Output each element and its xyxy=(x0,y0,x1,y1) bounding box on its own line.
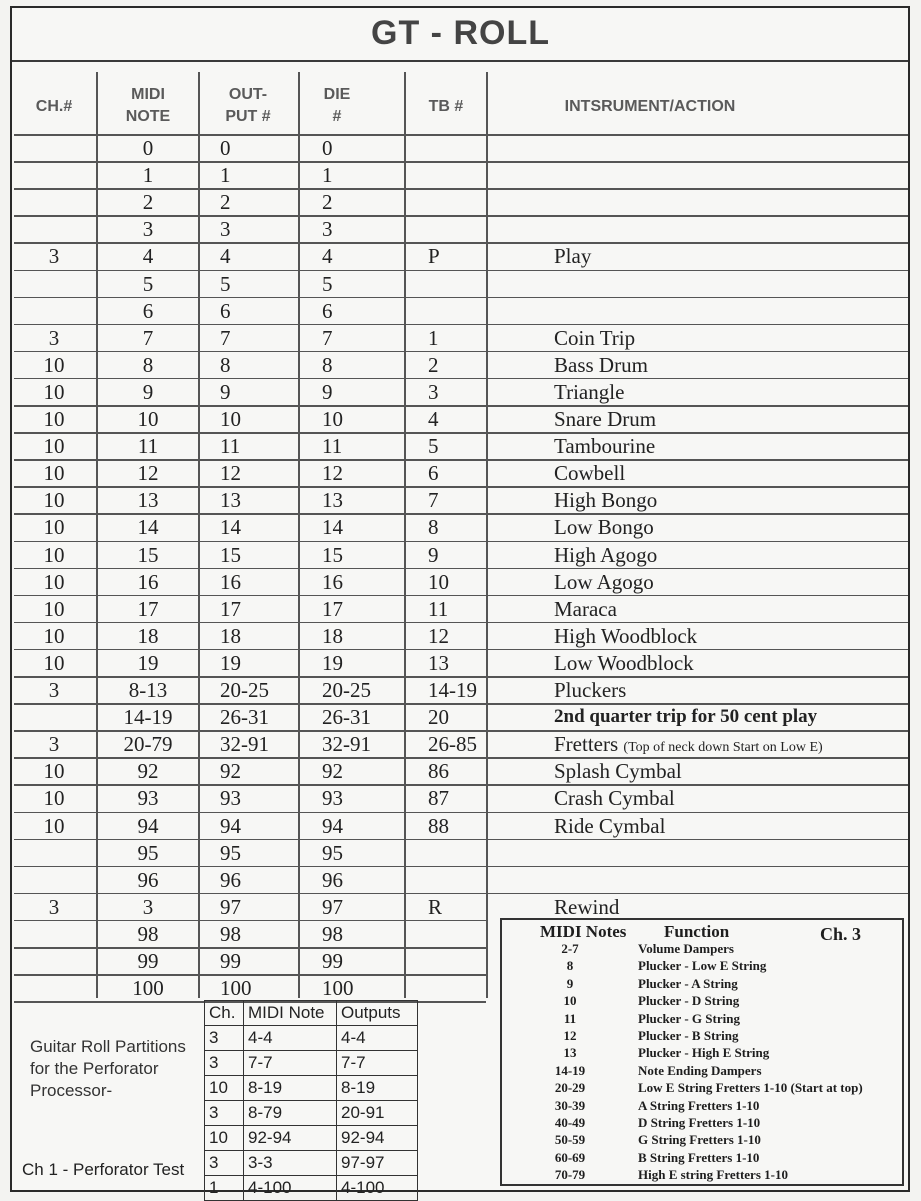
function-description: Low E String Fretters 1-10 (Start at top) xyxy=(638,1080,863,1096)
row-instrument xyxy=(554,596,617,622)
row-channel: 10 xyxy=(43,759,65,784)
row-channel: 3 xyxy=(48,678,60,702)
row-output: 96 xyxy=(220,867,241,892)
row-instrument-label: Triangle xyxy=(554,379,625,404)
row-output: 26-31 xyxy=(220,705,269,730)
row-tb: 14-19 xyxy=(428,678,477,702)
row-die: 4 xyxy=(322,244,333,269)
row-output: 19 xyxy=(220,650,241,675)
function-row xyxy=(502,1114,902,1131)
row-tb: 86 xyxy=(428,759,449,784)
row-die: 0 xyxy=(322,136,333,160)
partitions-cell-ch: 3 xyxy=(205,1051,244,1076)
partitions-body xyxy=(205,1026,418,1201)
row-instrument xyxy=(554,487,657,513)
row-instrument-label: Low Woodblock xyxy=(554,650,694,675)
partitions-cell-outputs: 7-7 xyxy=(337,1051,418,1076)
function-row xyxy=(502,1166,902,1183)
row-tb: 2 xyxy=(428,352,439,377)
row-midi-note: 8-13 xyxy=(128,678,168,702)
function-row xyxy=(502,1027,902,1044)
row-instrument-label: Play xyxy=(554,244,592,269)
row-midi-note: 99 xyxy=(137,949,159,973)
row-midi-note: 18 xyxy=(137,623,159,648)
row-midi-note: 0 xyxy=(142,136,154,160)
row-midi-note: 8 xyxy=(142,352,154,377)
row-instrument-label: Coin Trip xyxy=(554,325,636,350)
row-tb: 87 xyxy=(428,786,449,811)
row-instrument-label: 2nd quarter trip for 50 cent play xyxy=(554,706,818,728)
function-row xyxy=(502,1149,902,1166)
header-midi-line2: NOTE xyxy=(125,108,171,125)
row-die: 12 xyxy=(322,461,343,486)
row-channel: 10 xyxy=(43,461,65,486)
row-channel: 10 xyxy=(43,434,65,459)
row-instrument-label: Low Bongo xyxy=(554,515,654,540)
function-row xyxy=(502,1010,902,1027)
row-instrument xyxy=(554,460,625,486)
row-midi-note: 19 xyxy=(137,650,159,675)
row-channel: 3 xyxy=(48,244,60,269)
header-output-line2: PUT # xyxy=(225,108,271,125)
function-description: Volume Dampers xyxy=(638,941,734,956)
partitions-row xyxy=(205,1126,418,1151)
row-channel: 10 xyxy=(43,786,65,811)
row-output: 16 xyxy=(220,569,241,594)
title-divider xyxy=(12,60,908,62)
row-instrument-label: Rewind xyxy=(554,894,620,919)
row-tb: 26-85 xyxy=(428,732,477,757)
row-midi-note: 12 xyxy=(137,461,159,486)
function-description: B String Fretters 1-10 xyxy=(638,1149,760,1165)
row-instrument-label: Low Agogo xyxy=(554,569,654,594)
row-midi-note: 100 xyxy=(132,976,164,1001)
function-midi-range: 9 xyxy=(566,975,574,991)
row-channel: 3 xyxy=(48,894,60,919)
row-die: 6 xyxy=(322,298,333,323)
row-output: 94 xyxy=(220,813,241,838)
partitions-cell-ch: 3 xyxy=(205,1026,244,1051)
row-output: 0 xyxy=(220,136,231,160)
row-output: 98 xyxy=(220,921,241,946)
partitions-cell-midi: 8-19 xyxy=(244,1076,337,1101)
row-output: 15 xyxy=(220,542,241,567)
function-header-function: Function xyxy=(664,922,730,941)
partitions-header-midi: MIDI Note xyxy=(244,1001,337,1026)
row-die: 94 xyxy=(322,813,343,838)
row-instrument-label: Crash Cymbal xyxy=(554,786,675,811)
row-instrument-label: High Bongo xyxy=(554,488,658,513)
row-instrument-label: Bass Drum xyxy=(554,352,648,377)
row-midi-note: 95 xyxy=(137,840,159,865)
row-output: 14 xyxy=(220,515,241,540)
function-channel: Ch. 3 xyxy=(820,924,862,944)
partitions-label-line3: Processor- xyxy=(30,1081,113,1100)
function-header-notes: MIDI Notes xyxy=(540,922,627,941)
row-die: 10 xyxy=(322,407,343,431)
function-midi-range: 70-79 xyxy=(554,1167,586,1183)
row-midi-note: 16 xyxy=(137,569,159,594)
function-row xyxy=(502,1062,902,1079)
row-instrument-label: Cowbell xyxy=(554,461,626,486)
function-midi-range: 20-29 xyxy=(554,1080,586,1096)
function-row xyxy=(502,940,902,957)
row-midi-note: 20-79 xyxy=(123,732,173,757)
row-output: 9 xyxy=(220,379,231,404)
function-description: D String Fretters 1-10 xyxy=(638,1115,761,1130)
partitions-row xyxy=(205,1176,418,1201)
row-instrument xyxy=(554,894,619,920)
row-die: 5 xyxy=(322,271,333,296)
row-midi-note: 94 xyxy=(137,813,159,838)
row-channel: 10 xyxy=(43,407,65,431)
row-instrument xyxy=(554,623,697,649)
row-output: 3 xyxy=(220,217,231,242)
row-instrument-note: (Top of neck down Start on Low E) xyxy=(623,740,823,756)
row-tb: 7 xyxy=(428,488,439,513)
row-instrument xyxy=(554,785,675,811)
row-channel: 10 xyxy=(43,813,65,838)
grid-col-line xyxy=(198,72,200,998)
row-tb: 3 xyxy=(428,379,439,404)
row-die: 98 xyxy=(322,921,343,946)
function-description: Plucker - A String xyxy=(638,975,738,991)
row-tb: 88 xyxy=(428,813,449,838)
row-tb: R xyxy=(428,894,443,919)
row-channel: 10 xyxy=(43,542,65,567)
row-instrument-label: Ride Cymbal xyxy=(554,813,666,838)
row-output: 93 xyxy=(220,786,241,811)
row-channel: 10 xyxy=(43,623,65,648)
row-midi-note: 92 xyxy=(137,759,159,784)
row-instrument xyxy=(554,379,624,405)
perforator-test-label: Ch 1 - Perforator Test xyxy=(22,1160,185,1179)
row-tb: P xyxy=(428,244,440,269)
function-description: Plucker - High E String xyxy=(638,1045,770,1061)
partitions-row xyxy=(205,1101,418,1126)
partitions-label-line2: for the Perforator xyxy=(30,1059,159,1078)
header-channel: CH.# xyxy=(35,98,73,115)
function-description: Plucker - B String xyxy=(638,1028,739,1043)
row-die: 13 xyxy=(322,488,343,513)
partitions-header-row xyxy=(205,1001,418,1026)
row-output: 97 xyxy=(220,894,241,919)
partitions-cell-midi: 3-3 xyxy=(244,1151,337,1176)
partitions-cell-midi: 4-100 xyxy=(244,1176,337,1201)
row-midi-note: 2 xyxy=(142,190,154,215)
grid-col-line xyxy=(96,72,98,998)
function-midi-range: 10 xyxy=(563,993,577,1009)
row-tb: 12 xyxy=(428,623,449,648)
row-midi-note: 7 xyxy=(142,325,154,350)
row-tb: 9 xyxy=(428,542,439,567)
row-output: 4 xyxy=(220,244,231,269)
row-output: 12 xyxy=(220,461,241,486)
row-instrument xyxy=(554,243,591,269)
function-row xyxy=(502,975,902,992)
row-instrument xyxy=(554,650,694,676)
row-die: 26-31 xyxy=(322,705,371,730)
row-channel: 10 xyxy=(43,515,65,540)
row-output: 20-25 xyxy=(220,678,269,702)
row-die: 3 xyxy=(322,217,333,242)
row-die: 9 xyxy=(322,379,333,404)
partitions-label-line1: Guitar Roll Partitions xyxy=(30,1037,186,1056)
row-midi-note: 5 xyxy=(142,271,154,296)
grid-row-line xyxy=(14,920,486,922)
row-die: 1 xyxy=(322,163,333,188)
row-midi-note: 1 xyxy=(142,163,154,188)
row-output: 8 xyxy=(220,352,231,377)
partitions-row xyxy=(205,1026,418,1051)
function-midi-range: 13 xyxy=(563,1045,577,1061)
row-die: 32-91 xyxy=(322,732,371,757)
row-tb: 13 xyxy=(428,650,449,675)
row-instrument-label: Maraca xyxy=(554,596,617,621)
row-die: 93 xyxy=(322,786,343,811)
function-midi-range: 11 xyxy=(563,1010,577,1026)
function-row xyxy=(502,1044,902,1061)
row-midi-note: 96 xyxy=(137,867,159,892)
row-instrument xyxy=(554,569,654,595)
row-instrument-label: Fretters xyxy=(554,732,619,757)
row-output: 2 xyxy=(220,190,231,215)
row-instrument xyxy=(554,542,657,568)
row-die: 14 xyxy=(322,515,343,540)
row-instrument-label: High Woodblock xyxy=(554,623,698,648)
header-output xyxy=(200,84,296,128)
row-midi-note: 4 xyxy=(142,244,154,269)
row-midi-note: 10 xyxy=(137,407,159,431)
row-output: 32-91 xyxy=(220,732,269,757)
function-midi-range: 8 xyxy=(566,958,574,974)
function-midi-range: 14-19 xyxy=(554,1062,586,1078)
row-output: 6 xyxy=(220,298,231,323)
row-die: 16 xyxy=(322,569,343,594)
row-tb: 10 xyxy=(428,569,449,594)
function-row xyxy=(502,992,902,1009)
row-midi-note: 98 xyxy=(137,921,159,946)
row-die: 19 xyxy=(322,650,343,675)
function-description: Plucker - G String xyxy=(638,1010,740,1026)
function-description: Plucker - D String xyxy=(638,993,740,1009)
row-midi-note: 9 xyxy=(142,379,154,404)
row-tb: 5 xyxy=(428,434,439,459)
row-output: 10 xyxy=(220,407,241,431)
row-instrument-label: Pluckers xyxy=(554,678,627,702)
row-channel: 3 xyxy=(48,732,60,757)
row-die: 15 xyxy=(322,542,343,567)
row-midi-note: 93 xyxy=(137,786,159,811)
row-instrument xyxy=(554,704,817,730)
grid-row-line xyxy=(14,947,486,949)
row-die: 2 xyxy=(322,190,333,215)
function-midi-range: 60-69 xyxy=(554,1149,586,1165)
partitions-cell-ch: 10 xyxy=(205,1126,244,1151)
partitions-header-ch: Ch. xyxy=(205,1001,244,1026)
header-die-line2: # xyxy=(332,108,342,125)
partitions-cell-midi: 7-7 xyxy=(244,1051,337,1076)
function-description: Note Ending Dampers xyxy=(638,1062,762,1078)
row-output: 99 xyxy=(220,949,241,973)
function-description: High E string Fretters 1-10 xyxy=(638,1167,788,1183)
row-instrument-label: Tambourine xyxy=(554,434,656,459)
row-instrument xyxy=(554,677,626,703)
page-title: GT - ROLL xyxy=(371,14,550,52)
row-die: 97 xyxy=(322,894,343,919)
row-instrument xyxy=(554,514,654,540)
function-description: A String Fretters 1-10 xyxy=(638,1097,760,1113)
row-output: 17 xyxy=(220,596,241,621)
partitions-label xyxy=(30,1036,186,1102)
row-die: 7 xyxy=(322,325,333,350)
row-channel: 10 xyxy=(43,569,65,594)
row-channel: 10 xyxy=(43,650,65,675)
partitions-cell-ch: 10 xyxy=(205,1076,244,1101)
row-channel: 10 xyxy=(43,352,65,377)
header-output-line1: OUT- xyxy=(228,86,268,103)
row-output: 18 xyxy=(220,623,241,648)
partitions-cell-ch: 3 xyxy=(205,1151,244,1176)
row-midi-note: 3 xyxy=(142,894,154,919)
row-midi-note: 14-19 xyxy=(123,705,173,730)
partitions-cell-midi: 8-79 xyxy=(244,1101,337,1126)
row-instrument-label: Snare Drum xyxy=(554,407,657,431)
row-instrument xyxy=(554,325,635,351)
partitions-row xyxy=(205,1051,418,1076)
row-die: 100 xyxy=(322,976,354,1001)
row-tb: 1 xyxy=(428,325,439,350)
partitions-cell-outputs: 4-100 xyxy=(337,1176,418,1201)
function-row xyxy=(502,957,902,974)
header-midi-line1: MIDI xyxy=(131,86,165,103)
row-midi-note: 3 xyxy=(142,217,154,242)
row-midi-note: 17 xyxy=(137,596,159,621)
row-channel: 3 xyxy=(48,325,60,350)
function-midi-range: 50-59 xyxy=(554,1132,586,1148)
row-instrument xyxy=(554,433,655,459)
row-die: 11 xyxy=(322,434,343,459)
partitions-cell-outputs: 97-97 xyxy=(337,1151,418,1176)
function-midi-range: 40-49 xyxy=(554,1115,586,1130)
row-channel: 10 xyxy=(43,596,65,621)
function-description: G String Fretters 1-10 xyxy=(638,1132,761,1148)
row-die: 17 xyxy=(322,596,343,621)
partitions-table xyxy=(204,1000,418,1201)
partitions-cell-midi: 4-4 xyxy=(244,1026,337,1051)
header-tb: TB # xyxy=(428,98,464,115)
partitions-cell-outputs: 8-19 xyxy=(337,1076,418,1101)
row-die: 92 xyxy=(322,759,343,784)
function-row xyxy=(502,1079,902,1096)
row-output: 11 xyxy=(220,434,241,459)
row-instrument xyxy=(554,406,656,432)
row-instrument-label: High Agogo xyxy=(554,542,658,567)
partitions-cell-ch: 3 xyxy=(205,1101,244,1126)
row-instrument-label: Splash Cymbal xyxy=(554,759,682,784)
row-instrument xyxy=(554,731,823,761)
row-tb: 11 xyxy=(428,596,449,621)
partitions-cell-outputs: 20-91 xyxy=(337,1101,418,1126)
row-midi-note: 13 xyxy=(137,488,159,513)
function-row xyxy=(502,1097,902,1114)
partitions-cell-ch: 1 xyxy=(205,1176,244,1201)
row-tb: 6 xyxy=(428,461,439,486)
row-die: 20-25 xyxy=(322,678,371,702)
row-channel: 10 xyxy=(43,488,65,513)
row-output: 100 xyxy=(220,976,252,1001)
row-midi-note: 15 xyxy=(137,542,159,567)
grid-col-line xyxy=(486,72,488,998)
row-output: 13 xyxy=(220,488,241,513)
header-midi-note xyxy=(100,84,196,128)
row-output: 92 xyxy=(220,759,241,784)
row-die: 96 xyxy=(322,867,343,892)
row-die: 8 xyxy=(322,352,333,377)
row-instrument xyxy=(554,758,682,784)
row-instrument xyxy=(554,352,648,378)
row-midi-note: 14 xyxy=(137,515,159,540)
row-output: 1 xyxy=(220,163,231,188)
function-midi-range: 2-7 xyxy=(561,941,579,956)
partitions-row xyxy=(205,1151,418,1176)
function-midi-range: 12 xyxy=(563,1028,577,1043)
row-midi-note: 6 xyxy=(142,298,154,323)
grid-col-line xyxy=(298,72,300,998)
partitions-cell-outputs: 92-94 xyxy=(337,1126,418,1151)
function-description: Plucker - Low E String xyxy=(638,958,767,974)
row-output: 5 xyxy=(220,271,231,296)
row-die: 18 xyxy=(322,623,343,648)
grid-col-line xyxy=(404,72,406,998)
header-die xyxy=(302,84,372,128)
partitions-header-outputs: Outputs xyxy=(337,1001,418,1026)
partitions-cell-outputs: 4-4 xyxy=(337,1026,418,1051)
row-output: 7 xyxy=(220,325,231,350)
function-row xyxy=(502,1131,902,1148)
row-midi-note: 11 xyxy=(137,434,159,459)
row-die: 95 xyxy=(322,840,343,865)
header-die-line1: DIE xyxy=(323,86,351,103)
row-tb: 4 xyxy=(428,407,439,431)
row-die: 99 xyxy=(322,949,343,973)
partitions-row xyxy=(205,1076,418,1101)
header-instrument: INTSRUMENT/ACTION xyxy=(564,98,736,115)
row-tb: 20 xyxy=(428,705,449,730)
function-box xyxy=(500,918,904,1186)
row-channel: 10 xyxy=(43,379,65,404)
row-tb: 8 xyxy=(428,515,439,540)
row-instrument xyxy=(554,813,665,839)
function-midi-range: 30-39 xyxy=(554,1097,586,1113)
row-output: 95 xyxy=(220,840,241,865)
partitions-cell-midi: 92-94 xyxy=(244,1126,337,1151)
